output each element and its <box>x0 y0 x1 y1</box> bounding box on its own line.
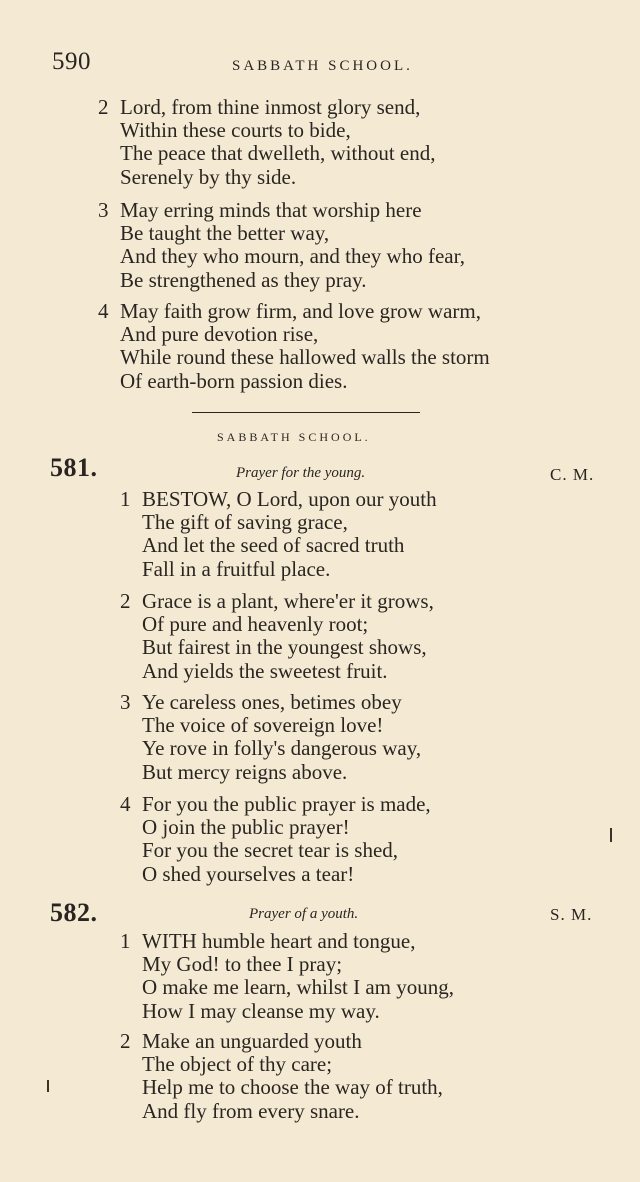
verse-line: The peace that dwelleth, without end, <box>120 141 436 166</box>
hymn-meter: S. M. <box>550 905 593 924</box>
hymn-number: 581. <box>50 453 98 482</box>
verse-line: Be taught the better way, <box>120 221 330 246</box>
verse-line: And let the seed of sacred truth <box>142 533 405 558</box>
verse-line: But mercy reigns above. <box>142 759 348 784</box>
verse-line: My God! to thee I pray; <box>142 952 343 977</box>
verse-line: Ye careless ones, betimes obey <box>142 690 402 714</box>
verse-line: For you the public prayer is made, <box>142 792 431 816</box>
verse-line: May erring minds that worship here <box>120 198 422 222</box>
verse-line: While round these hallowed walls the storm <box>120 345 490 370</box>
hymn-meter: C. M. <box>550 465 595 484</box>
stanza-number: 2 <box>120 589 131 613</box>
verse-line: Be strengthened as they pray. <box>120 267 367 292</box>
verse-line: BESTOW, O Lord, upon our youth <box>142 487 437 511</box>
section-heading: SABBATH SCHOOL. <box>217 430 371 444</box>
stanza-number: 1 <box>120 487 131 511</box>
stanza-number: 4 <box>120 792 131 816</box>
stanza-number: 2 <box>98 95 109 119</box>
verse-line: And they who mourn, and they who fear, <box>120 244 465 269</box>
verse-line: O join the public prayer! <box>142 815 350 840</box>
stanza <box>98 300 490 393</box>
verse-line: Help me to choose the way of truth, <box>142 1075 443 1100</box>
page-number: 590 <box>52 48 91 75</box>
verse-line: The voice of sovereign love! <box>142 713 384 738</box>
verse-line: Fall in a fruitful place. <box>142 556 331 581</box>
verse-line: Lord, from thine inmost glory send, <box>120 95 421 119</box>
verse-line: Make an unguarded youth <box>142 1029 362 1053</box>
verse-line: Within these courts to bide, <box>120 118 351 143</box>
stanza <box>120 590 434 683</box>
verse-line: How I may cleanse my way. <box>142 998 380 1023</box>
running-head: SABBATH SCHOOL. <box>232 58 413 74</box>
verse-line: Of pure and heavenly root; <box>142 612 369 637</box>
stanza-number: 4 <box>98 299 109 323</box>
stanza <box>98 199 465 292</box>
verse-line: And pure devotion rise, <box>120 322 319 347</box>
verse-line: And yields the sweetest fruit. <box>142 658 388 683</box>
verse-line: The object of thy care; <box>142 1052 333 1077</box>
stanza <box>120 488 437 581</box>
stanza <box>120 691 421 784</box>
stanza <box>98 96 435 189</box>
hymn-number: 582. <box>50 898 98 927</box>
verse-line: And fly from every snare. <box>142 1098 360 1123</box>
verse-line: Grace is a plant, where'er it grows, <box>142 589 434 613</box>
verse-line: May faith grow firm, and love grow warm, <box>120 299 481 323</box>
stanza <box>120 930 454 1023</box>
section-divider <box>192 412 420 413</box>
verse-line: But fairest in the youngest shows, <box>142 635 427 660</box>
hymn-title: Prayer of a youth. <box>249 906 359 922</box>
verse-line: For you the secret tear is shed, <box>142 838 399 863</box>
verse-line: Ye rove in folly's dangerous way, <box>142 736 422 761</box>
stanza-number: 2 <box>120 1029 131 1053</box>
verse-line: Serenely by thy side. <box>120 164 297 189</box>
hymn-title: Prayer for the young. <box>236 465 366 481</box>
stanza-number: 3 <box>120 690 131 714</box>
print-mark <box>47 1080 49 1092</box>
verse-line: WITH humble heart and tongue, <box>142 929 416 953</box>
verse-line: The gift of saving grace, <box>142 510 348 535</box>
stanza-number: 1 <box>120 929 131 953</box>
verse-line: O make me learn, whilst I am young, <box>142 975 455 1000</box>
stanza <box>120 1030 443 1123</box>
verse-line: Of earth-born passion dies. <box>120 368 348 393</box>
stanza-number: 3 <box>98 198 109 222</box>
stanza <box>120 793 431 886</box>
print-mark <box>610 828 612 842</box>
verse-line: O shed yourselves a tear! <box>142 861 355 886</box>
